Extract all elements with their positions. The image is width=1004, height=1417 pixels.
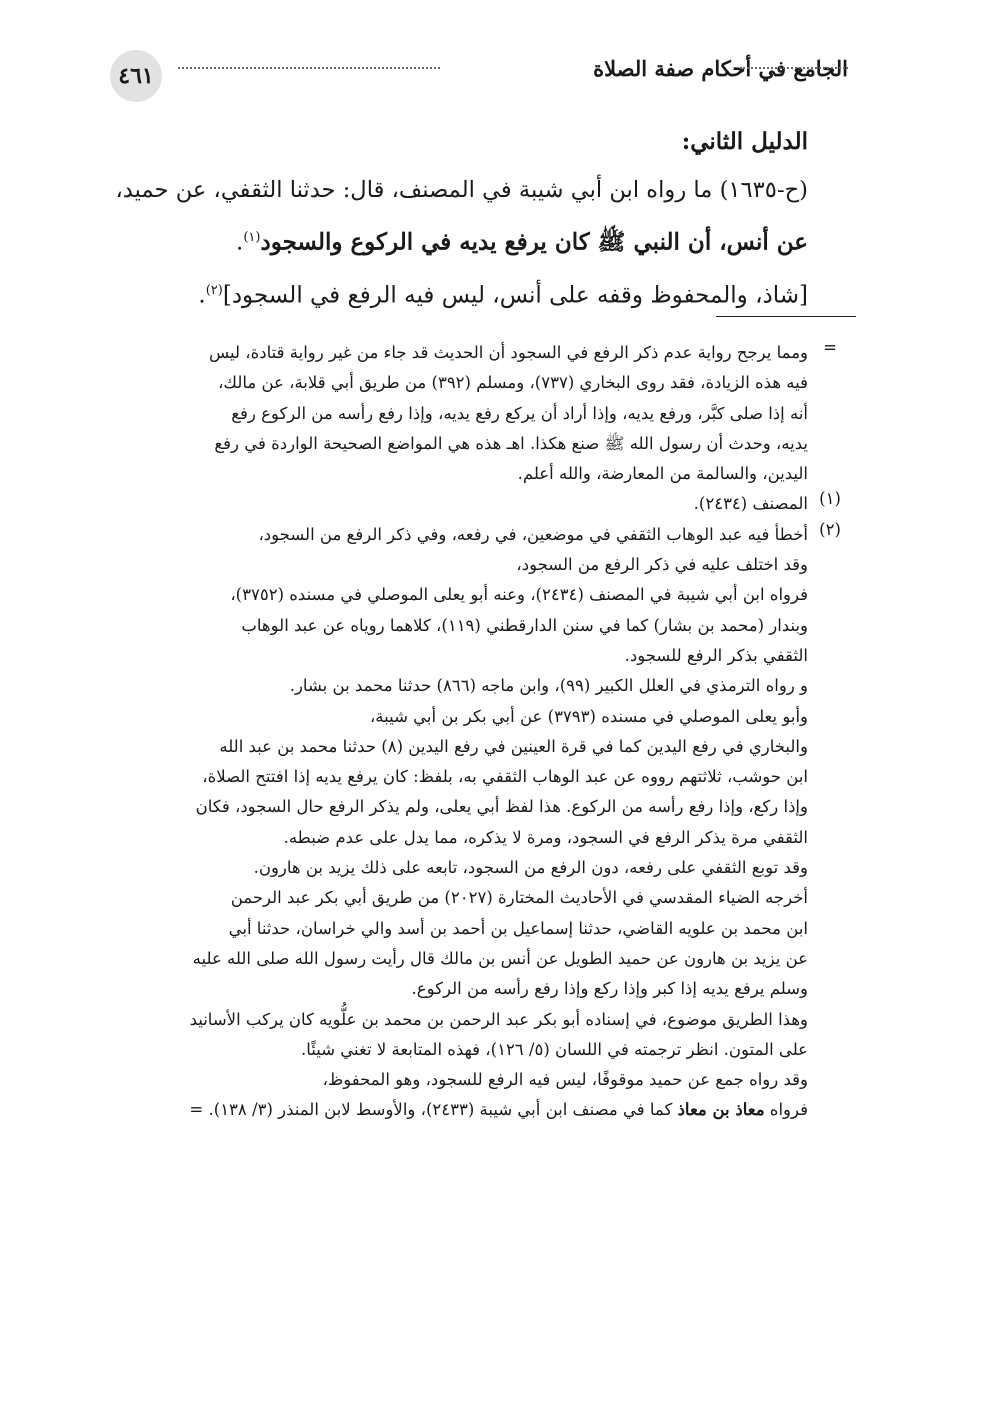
- hadith-matn: عن أنس، أن النبي ﷺ كان يرفع يديه في الركوع والسجود: [260, 228, 808, 256]
- footnote-divider: [716, 316, 856, 317]
- footnote-line: أخطأ فيه عبد الوهاب الثقفي في موضعين، في رفعه، وفي ذكر الرفع من السجود،: [258, 524, 808, 544]
- footnote-line: والبخاري في رفع اليدين كما في قرة العينين في رفع اليدين (٨) حدثنا محمد بن عبد الله: [219, 736, 808, 756]
- main-text: [108, 118, 808, 319]
- continuation-marker: =: [823, 338, 837, 357]
- footnote-1-marker: (١): [819, 489, 841, 509]
- footnote-last-line: [118, 1095, 808, 1125]
- footnote-line: الثقفي مرة يذكر الرفع في السجود، ومرة لا يذكره، مما يدل على عدم ضبطه.: [283, 827, 808, 847]
- footnote-line: أخرجه الضياء المقدسي في الأحاديث المختارة (٢٠٢٧) من طريق أبي بكر عبد الرحمن: [230, 888, 808, 908]
- hadith-chain-line: (ح-١٦٣٥) ما رواه ابن أبي شيبة في المصنف، قال: حدثنا الثقفي، عن حميد،: [115, 177, 808, 203]
- section-heading: الدليل الثاني:: [681, 128, 808, 155]
- footnote-line: وأبو يعلى الموصلي في مسنده (٣٧٩٣) عن أبي بكر بن أبي شيبة،: [369, 706, 808, 726]
- footnote-line: وقد توبع الثقفي على رفعه، دون الرفع من السجود، تابعه على ذلك يزيد بن هارون.: [253, 858, 808, 878]
- footnote-line: أنه إذا صلى كبَّر، ورفع يديه، وإذا أراد أن يركع رفع يديه، وإذا رفع رأسه من الركوع رفع: [231, 403, 808, 423]
- page-number: ٤٦١: [110, 50, 162, 102]
- hadith-grading: [شاذ، والمحفوظ وقفه على أنس، ليس فيه الرفع في السجود]: [222, 282, 808, 309]
- footnote-text: كما في مصنف ابن أبي شيبة (٢٤٣٣)، والأوسط لابن المنذر (٣/ ١٣٨).: [208, 1100, 678, 1120]
- footnote-line: يديه، وحدث أن رسول الله ﷺ صنع هكذا. اهـ هذه هي المواضع الصحيحة الواردة في رفع: [214, 433, 808, 453]
- footnote-ref-2[interactable]: (٢): [205, 282, 223, 298]
- continues-marker: =: [189, 1100, 204, 1120]
- footnote-line: ابن محمد بن علويه القاضي، حدثنا إسماعيل بن أحمد بن أسد والي خراسان، حدثنا أبي: [228, 918, 808, 938]
- book-title: الجامع في أحكام صفة الصلاة: [593, 56, 848, 81]
- footnote-line: وقد رواه جمع عن حميد موقوفًا، ليس فيه الرفع للسجود، وهو المحفوظ،: [322, 1070, 808, 1090]
- punctuation: .: [198, 282, 206, 309]
- header-dotted-leader: [740, 67, 848, 69]
- narrator-name: معاذ بن معاذ: [677, 1100, 765, 1120]
- footnote-line: وإذا ركع، وإذا رفع رأسه من الركوع. هذا لفظ أبي يعلى، ولم يذكر الرفع حال السجود، فكان: [195, 797, 808, 817]
- footnote-line: ابن حوشب، ثلاثتهم رووه عن عبد الوهاب الثقفي به، بلفظ: كان يرفع يديه إذا افتتح الصلاة،: [202, 767, 808, 787]
- footnote-1: [118, 489, 841, 519]
- running-header: [100, 40, 848, 102]
- footnote-line: على المتون. انظر ترجمته في اللسان (٥/ ١٢٦)، فهذه المتابعة لا تغني شيئًا.: [300, 1039, 808, 1059]
- footnote-continuation: [118, 338, 837, 489]
- footnote-line: عن يزيد بن هارون عن حميد الطويل عن أنس بن مالك قال رأيت رسول الله صلى الله عليه: [192, 948, 808, 968]
- footnote-text: فرواه: [764, 1100, 808, 1120]
- footnote-line: فرواه ابن أبي شيبة في المصنف (٢٤٣٤)، وعنه أبو يعلى الموصلي في مسنده (٣٧٥٢)،: [230, 585, 808, 605]
- footnote-line: المصنف (٢٤٣٤).: [693, 494, 808, 514]
- hadith-text-line: [108, 214, 808, 267]
- footnote-2: [118, 519, 841, 1126]
- footnote-line: وسلم يرفع يديه إذا كبر وإذا ركع وإذا رفع رأسه من الركوع.: [411, 979, 808, 999]
- footnote-line: ومما يرجح رواية عدم ذكر الرفع في السجود أن الحديث قد جاء من غير رواية قتادة، ليس: [209, 343, 808, 362]
- footnote-line: و رواه الترمذي في العلل الكبير (٩٩)، وابن ماجه (٨٦٦) حدثنا محمد بن بشار.: [289, 676, 808, 696]
- footnote-2-marker: (٢): [819, 519, 841, 539]
- footnote-ref-1[interactable]: (١): [243, 230, 261, 245]
- footnote-line: اليدين، والسالمة من المعارضة، والله أعلم.: [517, 464, 808, 484]
- footnote-line: وقد اختلف عليه في ذكر الرفع من السجود،: [516, 555, 808, 575]
- footnote-line: وبندار (محمد بن بشار) كما في سنن الدارقطني (١١٩)، كلاهما روياه عن عبد الوهاب: [241, 615, 808, 635]
- header-dotted-leader: [178, 67, 440, 69]
- footnote-line: الثقفي بذكر الرفع للسجود.: [624, 645, 808, 665]
- footnotes: [118, 338, 841, 1126]
- grading-line: [108, 267, 808, 320]
- punctuation: .: [236, 229, 244, 256]
- footnote-line: وهذا الطريق موضوع، في إسناده أبو بكر عبد الرحمن بن محمد بن علُّويه كان يركب الأسانيد: [189, 1009, 808, 1029]
- footnote-line: فيه هذه الزيادة، فقد روى البخاري (٧٣٧)، ومسلم (٣٩٢) من طريق أبي قلابة، عن مالك،: [218, 373, 808, 393]
